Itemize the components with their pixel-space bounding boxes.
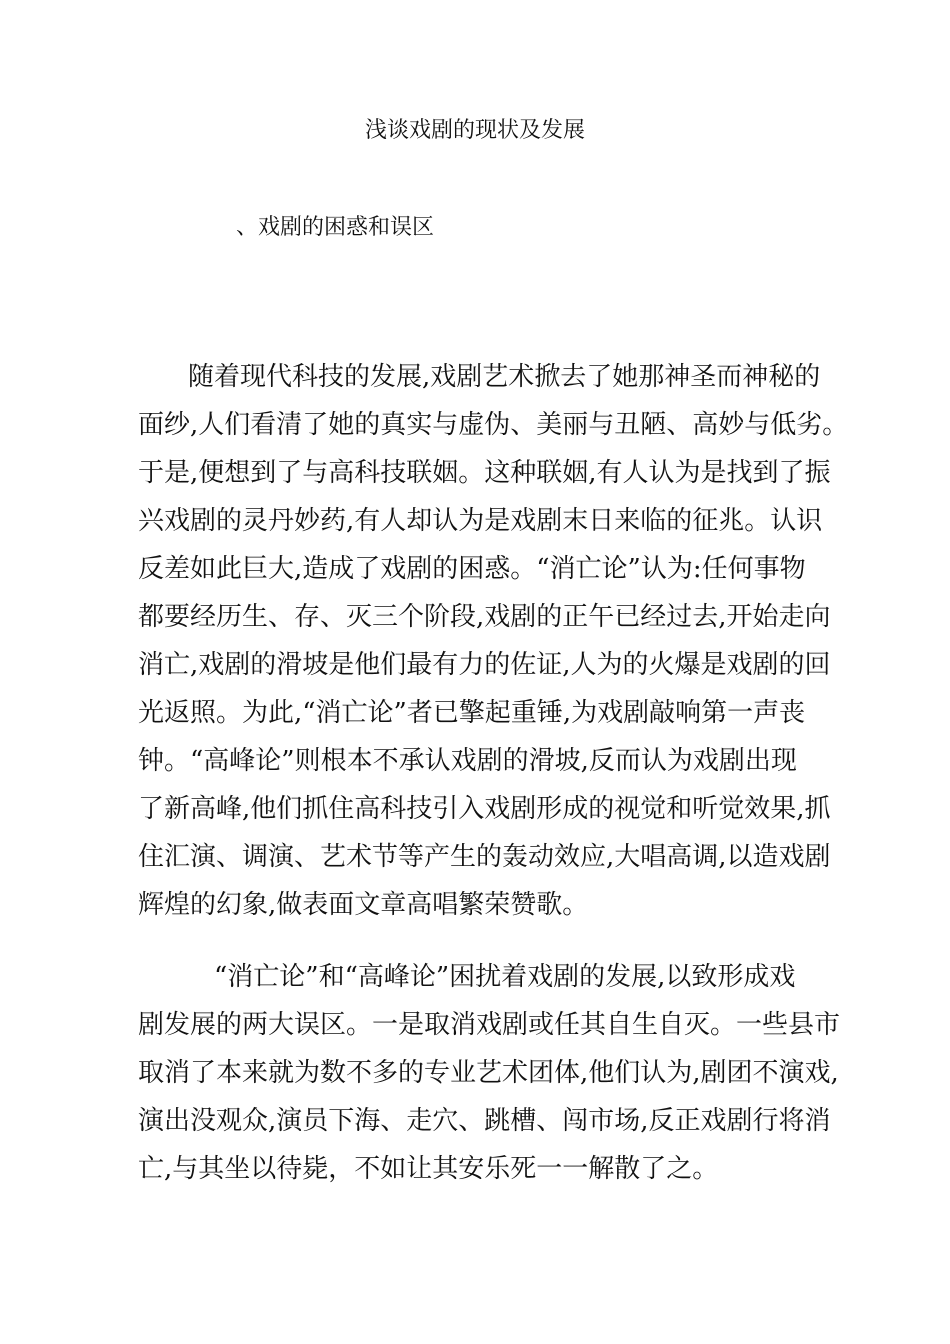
- paragraph-line: 都要经历生、存、灭三个阶段,戏剧的正午已经过去,开始走向: [138, 602, 831, 632]
- paragraph-line: 取消了本来就为数不多的专业艺术团体,他们认为,剧团不演戏,: [138, 1058, 839, 1088]
- paragraph-1: [138, 353, 849, 929]
- paragraph-line: 面纱,人们看清了她的真实与虚伪、美丽与丑陋、高妙与低劣。: [138, 410, 849, 440]
- paragraph-line: 反差如此巨大,造成了戏剧的困惑。“消亡论”认为:任何事物: [138, 554, 806, 584]
- paragraph-line: 消亡,戏剧的滑坡是他们最有力的佐证,人为的火爆是戏剧的回: [138, 650, 831, 680]
- paragraph-line: 于是,便想到了与高科技联姻。这种联姻,有人认为是找到了振: [138, 458, 831, 488]
- document-title: 浅谈戏剧的现状及发展: [364, 118, 585, 143]
- paragraph-line: 光返照。为此,“消亡论”者已擎起重锤,为戏剧敲响第一声丧: [138, 698, 806, 728]
- section-heading: 、戏剧的困惑和误区: [236, 215, 435, 240]
- paragraph-line: 亡,与其坐以待毙，不如让其安乐死一一解散了之。: [138, 1154, 719, 1184]
- paragraph-2: [138, 953, 841, 1193]
- paragraph-line: 剧发展的两大误区。一是取消戏剧或任其自生自灭。一些县市: [138, 1010, 841, 1040]
- paragraph-line: “消亡论”和“高峰论”困扰着戏剧的发展,以致形成戏: [214, 962, 796, 992]
- paragraph-line: 演出没观众,演员下海、走穴、跳槽、闯市场,反正戏剧行将消: [138, 1106, 831, 1136]
- paragraph-line: 住汇演、调演、艺术节等产生的轰动效应,大唱高调,以造戏剧: [138, 842, 831, 872]
- paragraph-line: 了新高峰,他们抓住高科技引入戏剧形成的视觉和听觉效果,抓: [138, 794, 831, 824]
- paragraph-line: 钟。“高峰论”则根本不承认戏剧的滑坡,反而认为戏剧出现: [138, 746, 797, 776]
- paragraph-line: 随着现代科技的发展,戏剧艺术掀去了她那神圣而神秘的: [188, 362, 821, 392]
- paragraph-line: 兴戏剧的灵丹妙药,有人却认为是戏剧末日来临的征兆。认识: [138, 506, 823, 536]
- paragraph-line: 辉煌的幻象,做表面文章高唱繁荣赞歌。: [138, 890, 589, 920]
